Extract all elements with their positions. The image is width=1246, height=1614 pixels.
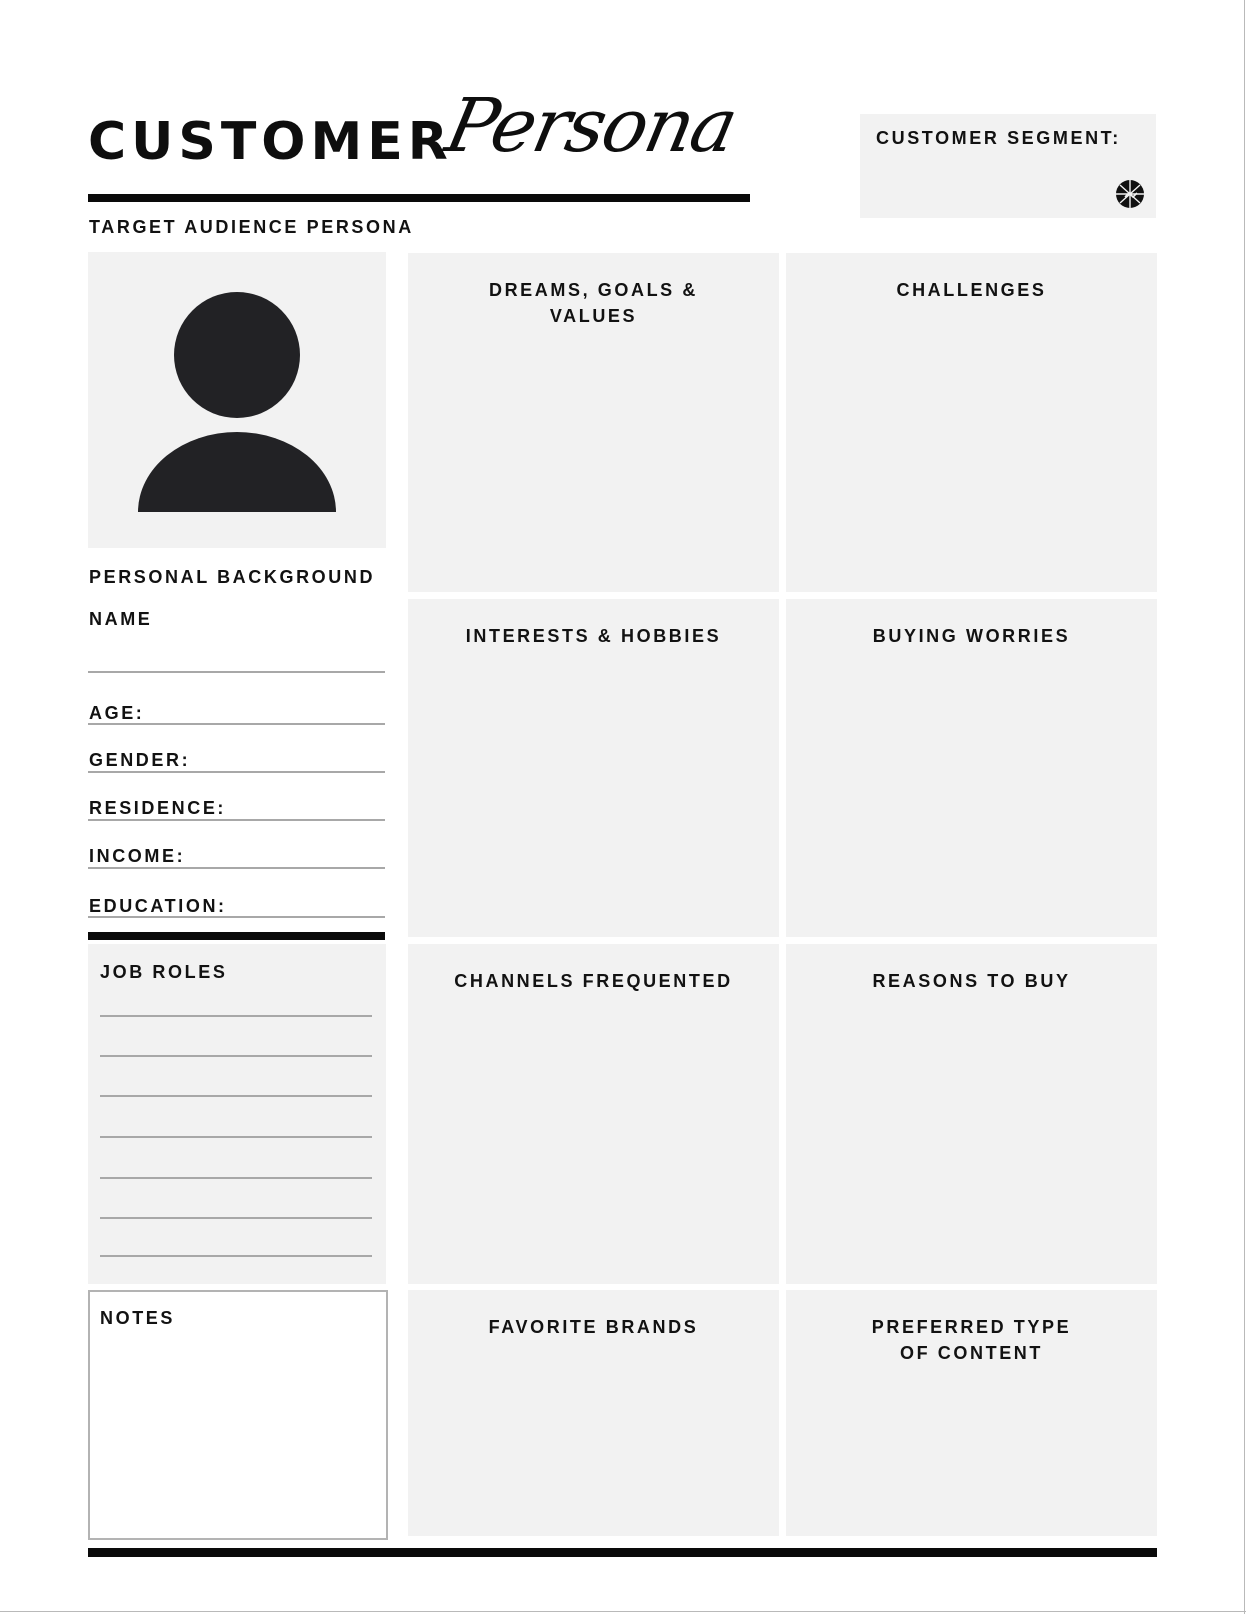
gender-field[interactable] [88,771,385,773]
page-edge [1244,0,1245,1614]
residence-label: RESIDENCE: [89,798,227,818]
job-role-line[interactable] [100,1136,372,1138]
job-roles-section [88,944,386,1284]
gender-label: GENDER: [89,750,191,770]
channels-frequented-heading: CHANNELS FREQUENTED [454,971,733,991]
education-field[interactable] [88,916,385,918]
page-edge [0,1611,1246,1612]
page-title: CUSTOMER [88,112,453,172]
customer-segment-label: CUSTOMER SEGMENT: [876,128,1121,148]
education-label: EDUCATION: [89,896,227,916]
income-label: INCOME: [89,846,186,866]
buying-worries-heading: BUYING WORRIES [872,626,1071,646]
preferred-content-panel[interactable] [786,1290,1157,1536]
preferred-content-heading: PREFERRED TYPE OF CONTENT [871,1317,1072,1363]
globe-logo-icon [1115,179,1145,209]
challenges-heading: CHALLENGES [896,280,1047,300]
favorite-brands-panel[interactable] [408,1290,779,1536]
age-label: AGE: [89,703,145,723]
job-role-line[interactable] [100,1095,372,1097]
favorite-brands-heading: FAVORITE BRANDS [488,1317,699,1337]
residence-field[interactable] [88,819,385,821]
buying-worries-panel[interactable] [786,599,1157,937]
job-role-line[interactable] [100,1217,372,1219]
page-title-script: Persona [438,83,744,169]
job-role-line[interactable] [100,1015,372,1017]
page-subtitle: TARGET AUDIENCE PERSONA [89,217,414,237]
challenges-panel[interactable] [786,253,1157,592]
interests-hobbies-panel[interactable] [408,599,779,937]
reasons-to-buy-panel[interactable] [786,944,1157,1284]
footer-rule [88,1548,1157,1557]
job-role-line[interactable] [100,1055,372,1057]
name-field[interactable] [88,671,385,673]
customer-segment-field[interactable] [860,114,1156,218]
reasons-to-buy-heading: REASONS TO BUY [872,971,1071,991]
persona-photo-placeholder[interactable] [88,252,386,548]
dreams-goals-values-panel[interactable] [408,253,779,592]
job-role-line[interactable] [100,1255,372,1257]
title-underline [88,194,750,202]
channels-frequented-panel[interactable] [408,944,779,1284]
person-silhouette-icon [138,292,338,512]
interests-hobbies-heading: INTERESTS & HOBBIES [465,626,722,646]
dreams-goals-values-heading: DREAMS, GOALS & VALUES [488,280,698,326]
job-roles-label: JOB ROLES [100,962,228,982]
job-role-line[interactable] [100,1177,372,1179]
age-field[interactable] [88,723,385,725]
name-label: NAME [89,609,153,629]
section-divider [88,932,385,940]
notes-field[interactable] [88,1290,388,1540]
income-field[interactable] [88,867,385,869]
personal-background-heading: PERSONAL BACKGROUND [89,567,376,587]
notes-label: NOTES [100,1308,176,1328]
